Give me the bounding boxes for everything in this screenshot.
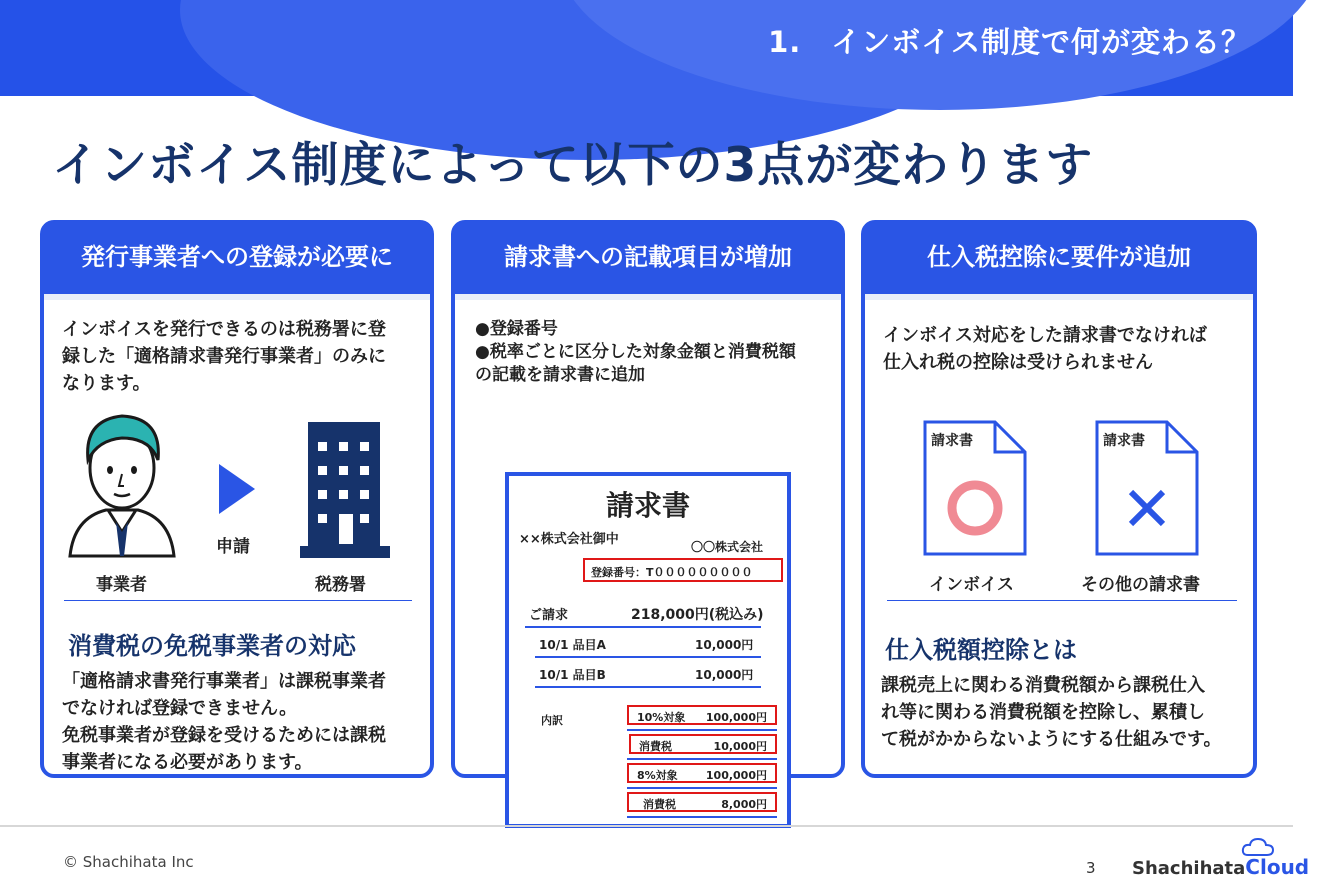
- breakdown-label: 消費税: [639, 740, 672, 753]
- card-title: 発行事業者への登録が必要に: [44, 224, 430, 294]
- breakdown-box: [627, 763, 777, 783]
- other-document: [1095, 420, 1199, 556]
- invoice-item-amount: 10,000円: [695, 638, 754, 652]
- registration-number-box: 登録番号：T０００００００００: [583, 558, 783, 582]
- header-banner: [0, 0, 1293, 96]
- card-body: [455, 294, 841, 811]
- invoice-recipient: ××株式会社御中: [519, 532, 619, 547]
- card-subtitle: 仕入税額控除とは: [885, 636, 1077, 664]
- card-body-line: て税がかからないようにする仕組みです。: [881, 729, 1222, 750]
- breakdown-label: 消費税: [643, 798, 676, 811]
- page-number: 3: [1086, 859, 1096, 877]
- breakdown-amount: 8,000円: [721, 798, 767, 811]
- invoice-rule: [535, 656, 761, 658]
- invoice-illustration: [505, 472, 791, 828]
- divider: [887, 600, 1237, 601]
- businessperson-icon: [66, 400, 178, 556]
- invoice-item-amount: 10,000円: [695, 668, 754, 682]
- businessperson-label: 事業者: [96, 575, 147, 595]
- card-registration: [40, 220, 434, 778]
- bullet-line: ●登録番号: [475, 319, 558, 339]
- divider: [64, 600, 412, 601]
- invoice-issuer: 〇〇株式会社: [691, 540, 764, 554]
- invoice-total-label: ご請求: [529, 608, 569, 623]
- invoice-rule: [535, 686, 761, 688]
- invoice-rule: [627, 729, 777, 731]
- card-intro-line: 録した「適格請求書発行事業者」のみに: [62, 346, 386, 367]
- card-invoice-items: [451, 220, 845, 811]
- card-intro-line: なります。: [62, 373, 151, 394]
- card-intro-line: インボイスを発行できるのは税務署に登: [62, 319, 386, 340]
- breakdown-label: 8%対象: [637, 769, 678, 782]
- breakdown-box: [627, 792, 777, 812]
- breakdown-box: [627, 705, 777, 725]
- invoice-label: インボイス: [929, 575, 1014, 595]
- document-title: 請求書: [931, 433, 973, 449]
- card-purchase-tax-credit: [861, 220, 1257, 778]
- breakdown-amount: 100,000円: [705, 769, 767, 782]
- invoice-rule: [525, 626, 761, 628]
- page-title: インボイス制度によって以下の3点が変わります: [52, 138, 1094, 193]
- card-intro-line: 仕入れ税の控除は受けられません: [883, 352, 1153, 373]
- card-body-line: れ等に関わる消費税額を控除し、累積し: [881, 702, 1205, 723]
- breakdown-amount: 100,000円: [705, 711, 767, 724]
- card-body-line: 「適格請求書発行事業者」は課税事業者: [62, 671, 386, 692]
- apply-label: 申請: [216, 537, 250, 557]
- card-body: [44, 294, 430, 774]
- card-title: 仕入税控除に要件が追加: [865, 224, 1253, 294]
- breakdown-label: 内訳: [541, 714, 563, 727]
- document-title: 請求書: [1103, 433, 1145, 449]
- logo-text: Shachihata: [1132, 858, 1246, 879]
- cloud-icon: [1242, 837, 1274, 857]
- invoice-rule: [627, 758, 777, 760]
- card-subtitle: 消費税の免税事業者の対応: [68, 632, 356, 660]
- breakdown-label: 10%対象: [637, 711, 686, 724]
- bullet-line: ●税率ごとに区分した対象金額と消費税額: [475, 342, 796, 362]
- breakdown-amount: 10,000円: [713, 740, 767, 753]
- bullet-line: の記載を請求書に追加: [475, 365, 645, 385]
- invoice-total-value: 218,000円(税込み): [631, 607, 764, 623]
- logo-cloud-text: Cloud: [1245, 855, 1310, 879]
- invoice-item-name: 10/1 品目B: [539, 668, 606, 682]
- tax-office-building-icon: [300, 422, 390, 558]
- card-body-line: 課税売上に関わる消費税額から課税仕入: [881, 675, 1205, 696]
- card-body-line: 事業者になる必要があります。: [62, 752, 313, 773]
- invoice-title: 請求書: [605, 489, 690, 522]
- invoice-rule: [627, 816, 777, 818]
- card-intro-line: インボイス対応をした請求書でなければ: [883, 325, 1207, 346]
- invoice-rule: [627, 787, 777, 789]
- card-body-line: でなければ登録できません。: [62, 698, 298, 719]
- tax-office-label: 税務署: [315, 575, 366, 595]
- card-body-line: 免税事業者が登録を受けるためには課税: [62, 725, 386, 746]
- invoice-document: [923, 420, 1027, 556]
- card-title: 請求書への記載項目が増加: [455, 224, 841, 294]
- other-invoice-label: その他の請求書: [1081, 575, 1200, 595]
- card-body: [865, 294, 1253, 774]
- breakdown-box: [629, 734, 777, 754]
- invoice-item-name: 10/1 品目A: [539, 638, 606, 652]
- footer-divider: [0, 825, 1293, 827]
- copyright: © Shachihata Inc: [63, 853, 194, 871]
- play-arrow-icon: [217, 464, 257, 514]
- section-title: 1. インボイス制度で何が変わる？: [768, 25, 1251, 59]
- shachihata-cloud-logo: [1132, 855, 1309, 879]
